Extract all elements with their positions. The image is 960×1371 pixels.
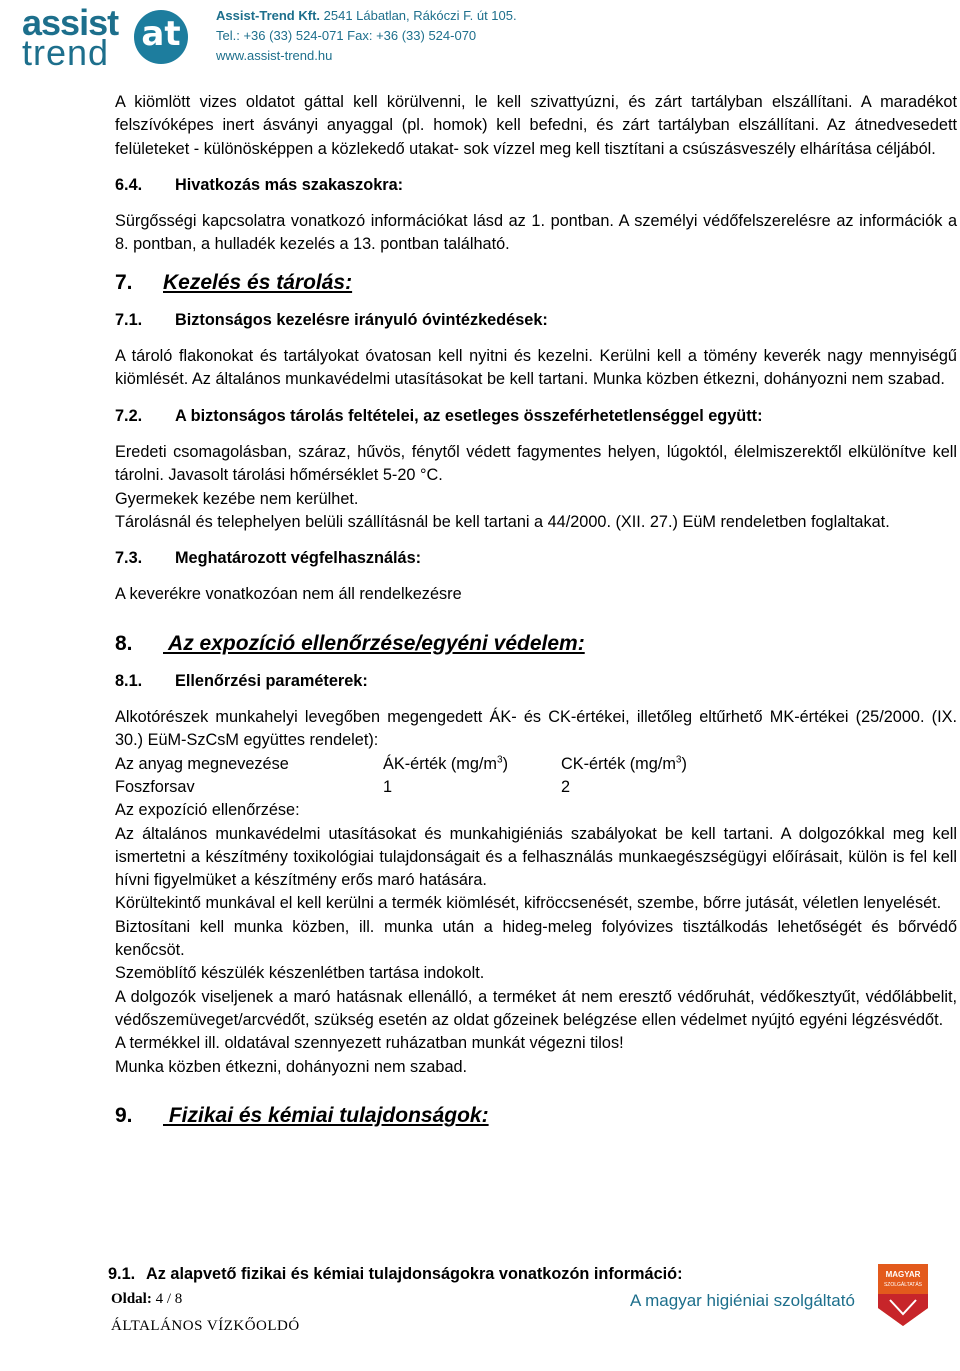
magyar-szolgaltatas-badge-icon bbox=[874, 1264, 932, 1326]
table-header-ck-sup: 3 bbox=[675, 754, 682, 766]
section-7-3-heading bbox=[115, 547, 957, 570]
company-name: Assist-Trend Kft. bbox=[216, 8, 321, 23]
table-header-ck-label: CK-érték (mg/m bbox=[561, 754, 676, 773]
table-cell-substance: Foszforsav bbox=[115, 777, 195, 796]
section-7-heading bbox=[115, 270, 957, 296]
section-number: 8. bbox=[115, 631, 133, 655]
section-title: Meghatározott végfelhasználás: bbox=[175, 549, 422, 568]
table-header-ak-end: ) bbox=[502, 754, 508, 773]
table-header-ak bbox=[383, 753, 508, 776]
company-phone: Tel.: +36 (33) 524-071 Fax: +36 (33) 524-070 bbox=[216, 28, 477, 43]
paragraph-spill-handling: A kiömlött vizes oldatot gáttal kell körülvenni, le kell szivattyúzni, és zárt tartályban elszállítani. A maradékot felszívóképes inert ásványi anyaggal (pl. homok) kell befedni, és zárt tartályban elszállítani. Az átnedvesedett felületeket - különösképpen a közlekedő utakat- sok vízzel meg kell tisztítani a csúszásveszély elhárítása céljából. bbox=[115, 93, 957, 158]
section-number: 7. bbox=[115, 270, 133, 294]
section-title: Kezelés és tárolás: bbox=[163, 270, 353, 294]
table-header-ak-sup: 3 bbox=[497, 754, 503, 766]
section-number: 7.2. bbox=[115, 406, 143, 425]
paragraph-no-eating: Munka közben étkezni, dohányozni nem szabad. bbox=[115, 1057, 468, 1076]
section-number: 6.4. bbox=[115, 175, 143, 194]
section-8-heading bbox=[115, 631, 957, 657]
company-website[interactable]: www.assist-trend.hu bbox=[216, 48, 333, 63]
table-header-substance: Az anyag megnevezése bbox=[115, 754, 289, 773]
section-number: 8.1. bbox=[115, 671, 143, 690]
paragraph-references: Sürgősségi kapcsolatra vonatkozó információkat lásd az 1. pontban. A személyi védőfelszerelésre az információk a 8. pontban, a hulladék kezelés a 13. pontban található. bbox=[115, 212, 957, 254]
section-9-heading bbox=[115, 1103, 957, 1129]
table-header-ck bbox=[561, 753, 687, 776]
section-title: A biztonságos tárolás feltételei, az esetleges összeférhetetlenséggel együtt: bbox=[175, 406, 763, 425]
document-body bbox=[115, 91, 957, 1129]
section-9-1-heading bbox=[108, 1265, 683, 1284]
table-header-ck-end: ) bbox=[681, 754, 687, 773]
section-title: Biztonságos kezelésre irányuló óvintézkedések: bbox=[175, 310, 548, 329]
section-title: Ellenőrzési paraméterek: bbox=[175, 671, 368, 690]
paragraph-end-use: A keverékre vonatkozóan nem áll rendelkezésre bbox=[115, 585, 462, 604]
paragraph-safe-handling: A tároló flakonokat és tartályokat óvatosan kell nyitni és kezelni. Kerülni kell a tömény keverék nagy mennyiségű kiömlését. Az általános munkavédelmi utasításokat be kell tartani. Munka közben étkezni, dohányozni nem szabad. bbox=[115, 347, 957, 389]
section-number: 9. bbox=[115, 1103, 133, 1127]
limits-table-row bbox=[115, 776, 957, 799]
label-exposure-control: Az expozíció ellenőrzése: bbox=[115, 801, 300, 820]
company-address: 2541 Lábatlan, Rákóczi F. út 105. bbox=[320, 8, 517, 23]
table-header-ak-label: ÁK-érték (mg/m bbox=[383, 754, 497, 773]
logo-at-mark: at bbox=[141, 14, 181, 54]
logo-text-trend: trend bbox=[22, 32, 110, 73]
company-name-line bbox=[216, 6, 517, 26]
paragraph-storage-conditions: Eredeti csomagolásban, száraz, hűvös, fénytől védett fagymentes helyen, lúgoktól, élelmiszerektől elkülönítve kell tárolni. Javasolt tárolási hőmérséklet 5-20 °C. bbox=[115, 442, 957, 485]
table-cell-ak: 1 bbox=[383, 777, 393, 796]
paragraph-ppe: A dolgozók viseljenek a maró hatásnak ellenálló, a terméket át nem eresztő védőruhát, védőkesztyűt, védőlábbelit, védőszemüveget/arcvédőt, szükség esetén az oldat gőzeinek belégzése ellen védelmet nyújtó egyéni légzésvédőt. bbox=[115, 987, 957, 1029]
page-value: 4 / 8 bbox=[151, 1291, 183, 1307]
page-label: Oldal: bbox=[111, 1291, 152, 1307]
logo-text-assist: assist bbox=[22, 2, 119, 43]
assist-trend-logo bbox=[22, 2, 192, 73]
document-name: ÁLTALÁNOS VÍZKŐOLDÓ bbox=[111, 1318, 300, 1334]
limits-table-header bbox=[115, 753, 957, 776]
company-info bbox=[216, 6, 517, 66]
section-7-2-heading bbox=[115, 405, 957, 428]
section-title: Az alapvető fizikai és kémiai tulajdonságokra vonatkozón információ: bbox=[146, 1265, 683, 1283]
table-cell-ck: 2 bbox=[561, 777, 571, 796]
section-8-1-heading bbox=[115, 670, 957, 693]
hygiene-slogan: A magyar higiéniai szolgáltató bbox=[630, 1291, 855, 1310]
badge-text-szolgaltatas: SZOLGÁLTATÁS bbox=[883, 1282, 923, 1288]
paragraph-exposure-control: Az általános munkavédelmi utasításokat és munkahigiéniás szabályokat be kell tartani. A dolgozókkal meg kell ismertetni a készítmény toxikológiai tulajdonságait és a felhasználás munkaegészségügyi előírásait, külön is fel kell hívni figyelmüket a készítmény erős maró hatására. bbox=[115, 824, 957, 890]
section-title: Az expozíció ellenőrzése/egyéni védelem: bbox=[163, 631, 585, 655]
paragraph-washing: Biztosítani kell munka közben, ill. munka után a hideg-meleg folyóvizes tisztálkodás lehetőségét és bőrvédő kenőcsöt. bbox=[115, 917, 957, 960]
section-7-1-heading bbox=[115, 309, 957, 332]
paragraph-careful-work: Körültekintő munkával el kell kerülni a termék kiömlését, kifröccsenését, szembe, bőrre jutását, véletlen lenyelését. bbox=[115, 894, 942, 913]
section-6-4-heading bbox=[115, 174, 957, 197]
paragraph-transport: Tárolásnál és telephelyen belüli szállításnál be kell tartani a 44/2000. (XII. 27.) EüM rendeletben foglaltakat. bbox=[115, 512, 890, 531]
page-number bbox=[111, 1291, 182, 1308]
section-title: Fizikai és kémiai tulajdonságok: bbox=[163, 1103, 489, 1127]
paragraph-children: Gyermekek kezébe nem kerülhet. bbox=[115, 489, 359, 508]
paragraph-contaminated-clothing: A termékkel ill. oldatával szennyezett ruházatban munkát végezni tilos! bbox=[115, 1034, 624, 1053]
section-number: 9.1. bbox=[108, 1265, 136, 1283]
section-number: 7.1. bbox=[115, 310, 143, 329]
badge-text-magyar: MAGYAR bbox=[885, 1270, 921, 1279]
section-title: Hivatkozás más szakaszokra: bbox=[175, 175, 404, 194]
paragraph-exposure-limits: Alkotórészek munkahelyi levegőben megengedett ÁK- és CK-értékei, illetőleg eltűrhető MK-értékei (25/2000. (IX. 30.) EüM-SzCsM együttes rendelet): bbox=[115, 708, 957, 750]
paragraph-eyewash: Szemöblítő készülék készenlétben tartása indokolt. bbox=[115, 964, 485, 983]
section-number: 7.3. bbox=[115, 549, 143, 568]
